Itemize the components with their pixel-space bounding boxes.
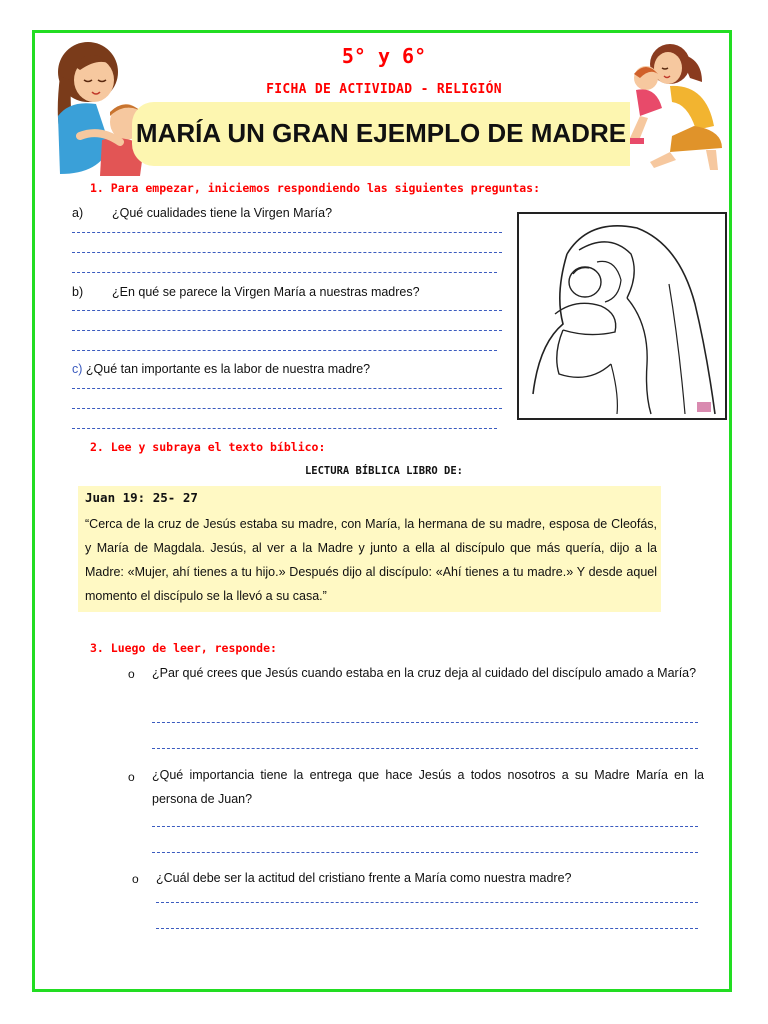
answer-line[interactable] xyxy=(152,722,698,723)
section-1-heading: 1. Para empezar, iniciemos respondiendo las siguientes preguntas: xyxy=(90,181,541,195)
answer-line[interactable] xyxy=(156,902,698,903)
bible-passage: “Cerca de la cruz de Jesús estaba su madre, con María, la hermana de su madre, esposa de Cleofás, y María de Magdala. Jesús, al ver a la Madre y junto a ella al discípulo que más quería, dijo a la Madre: «Mujer, ahí tienes a tu hijo.» Después dijo al discípulo: «Ahí tienes a tu madre.» Y desde aquel momento el discípulo se la llevó a su casa.” xyxy=(85,517,657,603)
answer-line[interactable] xyxy=(72,428,497,429)
grade-label: 5° y 6° xyxy=(341,44,427,68)
reading-label: LECTURA BÍBLICA LIBRO DE: xyxy=(304,465,464,477)
question-a-letter: a) xyxy=(72,206,84,220)
section-3-heading: 3. Luego de leer, responde: xyxy=(90,641,277,655)
bible-reference: Juan 19: 25- 27 xyxy=(85,490,198,505)
answer-line[interactable] xyxy=(156,928,698,929)
answer-line[interactable] xyxy=(152,748,698,749)
answer-line[interactable] xyxy=(72,388,502,389)
section-2-heading: 2. Lee y subraya el texto bíblico: xyxy=(90,440,326,454)
question-b xyxy=(72,285,420,299)
bullet-icon: o xyxy=(128,770,135,784)
question-3-2: ¿Qué importancia tiene la entrega que hace Jesús a todos nosotros a su Madre María en la persona de Juan? xyxy=(152,768,704,806)
question-b-letter: b) xyxy=(72,285,84,299)
answer-line[interactable] xyxy=(72,408,502,409)
answer-line[interactable] xyxy=(72,272,497,273)
question-a-text: ¿Qué cualidades tiene la Virgen María? xyxy=(112,206,333,220)
question-c-letter: c) xyxy=(72,362,83,376)
answer-line[interactable] xyxy=(72,310,502,311)
bullet-icon: o xyxy=(132,872,139,886)
answer-line[interactable] xyxy=(72,350,497,351)
question-b-text: ¿En qué se parece la Virgen María a nuestras madres? xyxy=(112,285,420,299)
question-a xyxy=(72,206,332,220)
question-3-1: ¿Par qué crees que Jesús cuando estaba en la cruz deja al cuidado del discípulo amado a María? xyxy=(152,666,697,680)
activity-subtitle: FICHA DE ACTIVIDAD - RELIGIÓN xyxy=(266,82,502,97)
answer-line[interactable] xyxy=(152,852,698,853)
answer-line[interactable] xyxy=(72,330,502,331)
page-title: MARÍA UN GRAN EJEMPLO DE MADRE xyxy=(135,118,627,148)
bullet-icon: o xyxy=(128,667,135,681)
answer-line[interactable] xyxy=(72,252,502,253)
virgin-mary-drawing-frame xyxy=(517,212,727,420)
question-c xyxy=(72,362,370,376)
virgin-mary-drawing xyxy=(519,214,725,418)
question-3-3: ¿Cuál debe ser la actitud del cristiano frente a María como nuestra madre? xyxy=(156,871,572,885)
question-c-text: ¿Qué tan importante es la labor de nuestra madre? xyxy=(85,362,371,376)
answer-line[interactable] xyxy=(72,232,502,233)
answer-line[interactable] xyxy=(152,826,698,827)
